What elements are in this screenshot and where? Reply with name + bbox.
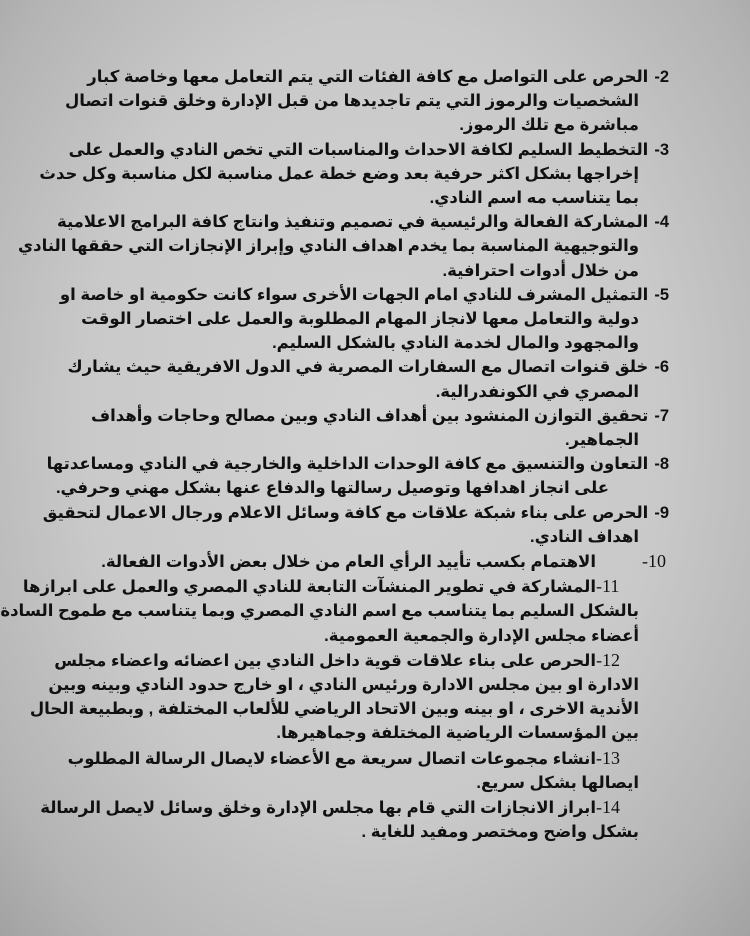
list-item: [40, 795, 669, 844]
item-number: -8: [654, 455, 669, 474]
line-text: التمثيل المشرف للنادي امام الجهات الأخرى سواء كانت حكومية او خاصة او: [59, 285, 649, 304]
line-text: تحقيق التوازن المنشود بين أهداف النادي وبين مصالح وحاجات وأهداف: [90, 406, 649, 425]
list-item: [39, 138, 669, 211]
text-line: [92, 428, 669, 452]
line-text: والمجهود والمال لخدمة النادي بالشكل السليم.: [272, 334, 639, 353]
line-text: الشخصيات والرموز التي يتم تاجديدها من قبل الإدارة وخلق قنوات اتصال: [64, 92, 639, 111]
line-text: انشاء مجموعات اتصال سريعة مع الأعضاء لايصال الرسالة المطلوب: [67, 749, 596, 768]
text-line: [40, 795, 669, 820]
text-line: [92, 380, 669, 404]
item-number: -4: [654, 213, 669, 232]
line-text: بين المؤسسات الرياضية المختلفة وجماهيرها.: [276, 724, 639, 743]
text-line: [0, 599, 669, 623]
item-number: -13: [596, 747, 620, 768]
text-line: [48, 673, 669, 697]
text-line: [87, 65, 669, 89]
text-line: [46, 452, 669, 476]
text-line: [92, 624, 669, 648]
list-item: [92, 404, 669, 452]
list-item: [42, 501, 669, 549]
line-text: بشكل واضح ومختصر ومفيد للغاية .: [361, 823, 639, 842]
text-line: [92, 525, 669, 549]
text-line: [29, 697, 669, 721]
line-text: على انجاز اهدافها وتوصيل رسالتها والدفاع عنها بشكل مهني وحرفي.: [55, 479, 609, 498]
text-line: [67, 355, 669, 379]
list-item: [18, 210, 669, 283]
line-text: ابراز الانجازات التي قام بها مجلس الإدارة وخلق وسائل لايصل الرسالة: [40, 799, 596, 818]
list-item: [64, 65, 669, 138]
text-line: [67, 746, 669, 771]
text-line: [22, 574, 669, 599]
text-line: [39, 162, 669, 186]
line-text: المشاركة الفعالة والرئيسية في تصميم وتنفيذ وانتاج كافة البرامج الاعلامية: [56, 213, 649, 232]
line-text: الجماهير.: [564, 431, 639, 450]
text-line: [42, 501, 669, 525]
text-line: [92, 331, 669, 355]
list-item: [29, 648, 669, 746]
item-number: -12: [596, 649, 620, 670]
line-text: خلق قنوات اتصال مع السفارات المصرية في الدول الافريقية حيث يشارك: [67, 358, 649, 377]
text-line: [92, 186, 669, 210]
list-item: [92, 549, 669, 574]
item-number: -6: [654, 358, 669, 377]
line-text: الحرص على التواصل مع كافة الفئات التي يتم التعامل معها وخاصة كبار: [87, 68, 649, 86]
item-number: -3: [654, 140, 669, 159]
line-text: بما يتناسب مه اسم النادي.: [429, 189, 639, 208]
item-number: -11: [596, 576, 620, 597]
line-text: الادارة او بين مجلس الادارة ورئيس النادي ، او خارج حدود النادي وبينه وبين: [48, 676, 639, 695]
document-page: [0, 65, 669, 845]
line-text: إخراجها بشكل اكثر حرفية بعد وضع خطة عمل مناسبة لكل مناسبة وكل حدث: [39, 164, 639, 183]
line-text: التخطيط السليم لكافة الاحداث والمناسبات التي تخص النادي والعمل على: [68, 140, 649, 159]
line-text: الاهتمام بكسب تأييد الرأي العام من خلال بعض الأدوات الفعالة.: [101, 553, 596, 572]
line-text: مباشرة مع تلك الرموز.: [459, 116, 639, 135]
text-line: [55, 476, 669, 500]
item-number: -2: [654, 68, 669, 86]
line-text: الأندية الاخرى ، او بينه وبين الاتحاد الرياضي للألعاب المختلفة , وبطبيعة الحال: [29, 700, 639, 719]
line-text: المصري في الكونفدرالية.: [435, 382, 639, 401]
text-line: [92, 549, 669, 574]
text-line: [92, 771, 669, 795]
text-line: [59, 283, 669, 307]
item-number: -14: [596, 797, 620, 818]
item-number: -9: [654, 503, 669, 522]
line-text: ايصالها بشكل سريع.: [476, 773, 639, 792]
line-text: المشاركة في تطوير المنشآت التابعة للنادي المصري والعمل على ابرازها: [22, 578, 596, 597]
text-line: [56, 210, 669, 234]
text-line: [81, 307, 669, 331]
line-text: بالشكل السليم بما يتناسب مع اسم النادي المصري وبما يتناسب مع طموح السادة: [0, 602, 639, 621]
line-text: الحرص على بناء شبكة علاقات مع كافة وسائل الاعلام ورجال الاعمال لتحقيق: [42, 503, 649, 522]
item-number: -7: [654, 406, 669, 425]
line-text: أعضاء مجلس الإدارة والجمعية العمومية.: [324, 626, 639, 645]
list-item: [67, 355, 669, 403]
item-number: -10: [642, 551, 666, 572]
list-item: [59, 283, 669, 356]
text-line: [92, 820, 669, 844]
list-item: [0, 574, 669, 648]
line-text: من خلال أدوات احترافية.: [442, 261, 639, 280]
text-line: [68, 138, 669, 162]
text-line: [92, 259, 669, 283]
item-number: -5: [654, 285, 669, 304]
text-line: [64, 89, 669, 113]
text-line: [92, 721, 669, 745]
text-line: [54, 648, 669, 673]
line-text: اهداف النادي.: [530, 527, 639, 546]
line-text: الحرص على بناء علاقات قوية داخل النادي بين اعضائه واعضاء مجلس: [54, 651, 596, 670]
text-line: [18, 234, 669, 258]
line-text: التعاون والتنسيق مع كافة الوحدات الداخلية والخارجية في النادي ومساعدتها: [46, 455, 649, 474]
line-text: والتوجيهية المناسبة بما يخدم اهداف النادي وإبراز الإنجازات التي حققها النادي: [18, 237, 639, 256]
text-line: [92, 404, 669, 428]
list-item: [67, 746, 669, 795]
text-line: [92, 113, 669, 137]
line-text: دولية والتعامل معها لانجاز المهام المطلوبة والعمل على اختصار الوقت: [81, 310, 639, 329]
list-item: [46, 452, 669, 500]
